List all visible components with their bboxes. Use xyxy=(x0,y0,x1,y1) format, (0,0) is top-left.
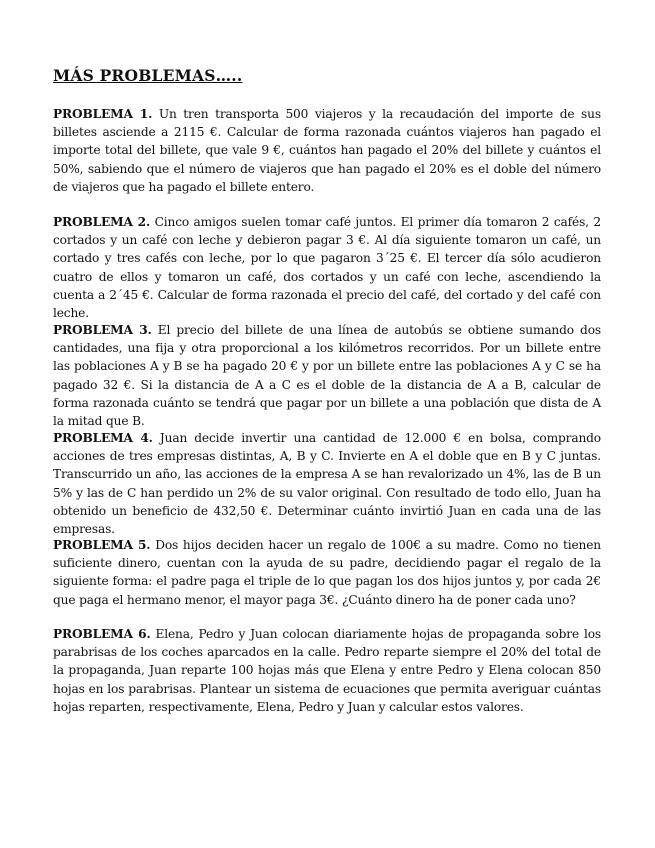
problem-4-text: Juan decide invertir una cantidad de 12.000 € en bolsa, comprando acciones de tres empresas distintas, A, B y C. Invierte en A el doble que en B y C juntas. Transcurrido un año, las acciones de la empresa A se han revalorizado un 4%, las de B un 5% y las de C han perdido un 2% de su valor original. Con resultado de todo ello, Juan ha obtenido un beneficio de 432,50 €. Determinar cuánto invirtió Juan en cada una de las empresas. xyxy=(53,431,601,537)
problem-2 xyxy=(53,213,601,322)
problem-6 xyxy=(53,625,601,716)
problem-5-text: Dos hijos deciden hacer un regalo de 100€ a su madre. Como no tienen suficiente dinero, cuentan con la ayuda de su padre, decidiendo pagar el regalo de la siguiente forma: el padre paga el triple de lo que pagan los dos hijos juntos y, por cada 2€ que paga el hermano menor, el mayor paga 3€. ¿Cuánto dinero ha de poner cada uno? xyxy=(53,538,601,607)
problem-3-text: El precio del billete de una línea de autobús se obtiene sumando dos cantidades, una fija y otra proporcional a los kilómetros recorridos. Por un billete entre las poblaciones A y B se ha pagado 20 € y por un billete entre las poblaciones A y C se ha pagado 32 €. Si la distancia de A a C es el doble de la distancia de A a B, calcular de forma razonada cuánto se tendrá que pagar por un billete a una población que dista de A la mitad que B. xyxy=(53,323,601,429)
problem-1-text: Un tren transporta 500 viajeros y la recaudación del importe de sus billetes asciende a 2115 €. Calcular de forma razonada cuántos viajeros han pagado el importe total del billete, que vale 9 €, cuántos han pagado el 20% del billete y cuántos el 50%, sabiendo que el número de viajeros que han pagado el 20% es el doble del número de viajeros que ha pagado el billete entero. xyxy=(53,107,601,194)
page-title: MÁS PROBLEMAS….. xyxy=(53,66,243,85)
problem-3-label: PROBLEMA 3. xyxy=(53,323,152,337)
problem-3 xyxy=(53,321,601,430)
problem-4 xyxy=(53,429,601,538)
problem-6-label: PROBLEMA 6. xyxy=(53,627,151,641)
problem-2-label: PROBLEMA 2. xyxy=(53,215,151,229)
problem-2-text: Cinco amigos suelen tomar café juntos. El primer día tomaron 2 cafés, 2 cortados y un café con leche y debieron pagar 3 €. Al día siguiente tomaron un café, un cortado y tres cafés con leche, por lo que pagaron 3´25 €. El tercer día sólo acudieron cuatro de ellos y tomaron un café, dos cortados y un café con leche, ascendiendo la cuenta a 2´45 €. Calcular de forma razonada el precio del café, del cortado y del café con leche. xyxy=(53,215,601,321)
problem-5-label: PROBLEMA 5. xyxy=(53,538,151,552)
problem-5 xyxy=(53,536,601,609)
problem-1-label: PROBLEMA 1. xyxy=(53,107,153,121)
problem-6-text: Elena, Pedro y Juan colocan diariamente hojas de propaganda sobre los parabrisas de los coches aparcados en la calle. Pedro reparte siempre el 20% del total de la propaganda, Juan reparte 100 hojas más que Elena y entre Pedro y Elena colocan 850 hojas en los parabrisas. Plantear un sistema de ecuaciones que permita averiguar cuántas hojas reparten, respectivamente, Elena, Pedro y Juan y calcular estos valores. xyxy=(53,627,601,714)
problem-1 xyxy=(53,105,601,196)
problem-4-label: PROBLEMA 4. xyxy=(53,431,153,445)
